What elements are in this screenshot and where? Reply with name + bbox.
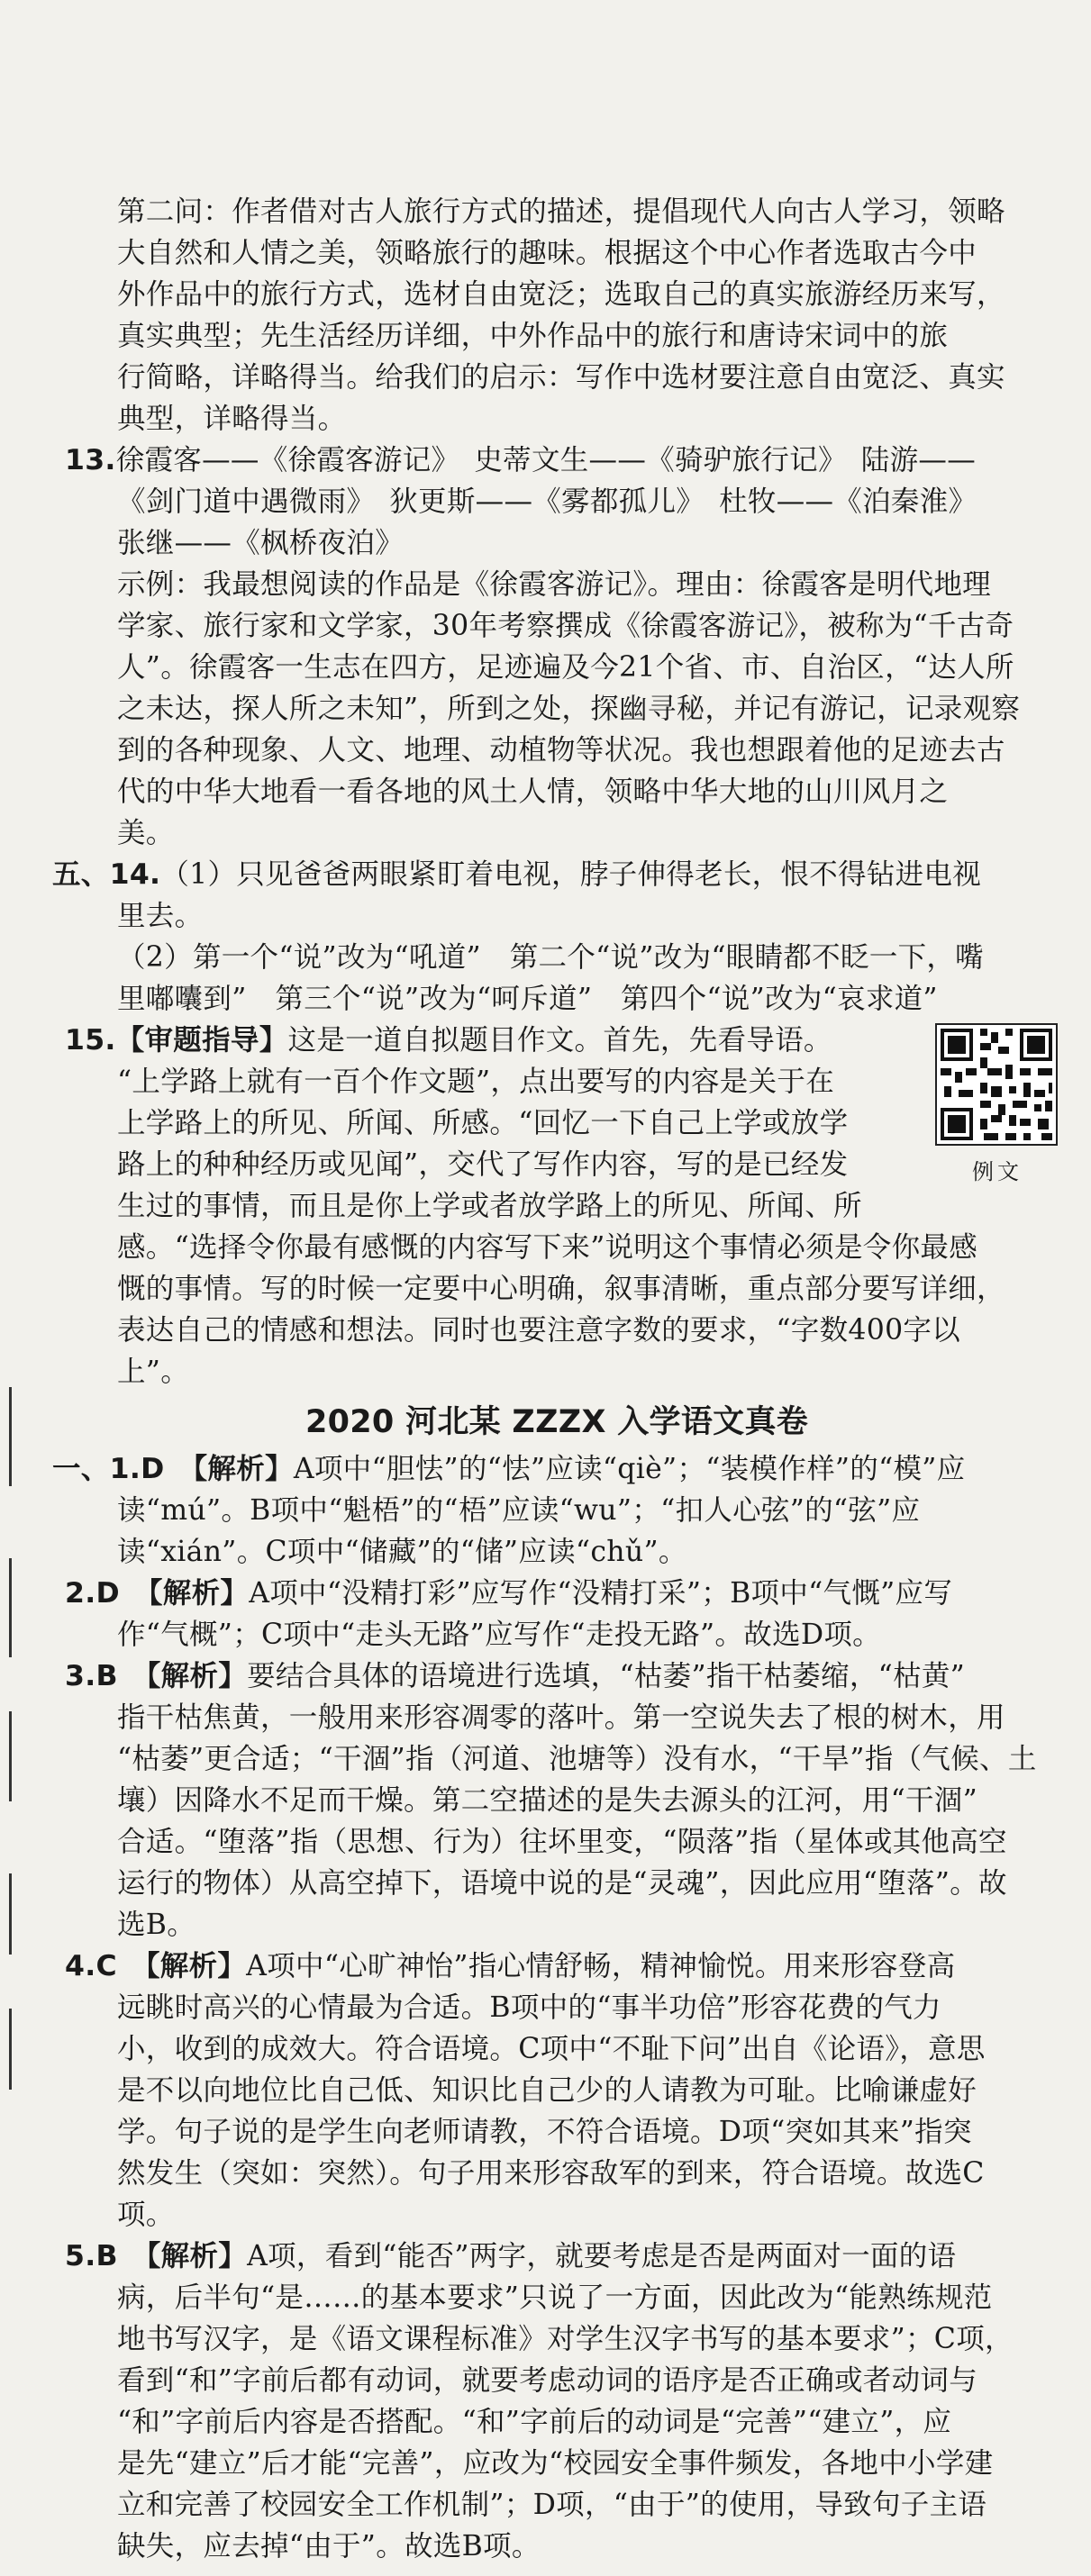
text-line: 大自然和人情之美，领略旅行的趣味。根据这个中心作者选取古今中 [117, 237, 977, 269]
q12-answer [52, 191, 1061, 440]
left-margin-bleed [0, 0, 43, 2576]
text-span: A项中“胆怯”的“怯”应读“qiè”；“装模作样”的“模”应 [293, 1453, 966, 1485]
analysis-tag: 【解析】 [146, 2239, 248, 2272]
answer-item [52, 1655, 1061, 1946]
margin-rule [9, 1387, 12, 1486]
answer-choice: D [141, 1453, 165, 1485]
text-line: 合适。“堕落”指（思想、行为）往坏里变，“陨落”指（星体或其他高空 [117, 1826, 1007, 1858]
text-line: 里去。 [117, 900, 204, 932]
text-line: 真实典型；先生活经历详细，中外作品中的旅行和唐诗宋词中的旅 [117, 320, 949, 352]
text-line: 路上的种种经历或见闻”，交代了写作内容，写的是已经发 [117, 1148, 849, 1181]
answer-item [52, 2236, 1061, 2567]
exam-title: 2020 河北某 ZZZX 入学语文真卷 [305, 1404, 809, 1440]
text-line: 选B。 [117, 1909, 196, 1941]
question-number: 13. [65, 444, 116, 476]
text-line: 感。“选择令你最有感慨的内容写下来”说明这个事情必须是令你最感 [117, 1231, 978, 1264]
text-line: “和”字前后内容是否搭配。“和”字前后的动词是“完善”“建立”，应 [117, 2406, 952, 2438]
text-line: 之未达，探人所之未知”，所到之处，探幽寻秘，并记有游记，记录观察 [117, 693, 1021, 725]
text-line: 行简略，详略得当。给我们的启示：写作中选材要注意自由宽泛、真实 [117, 361, 1005, 394]
text-span: A项中“心旷神怡”指心情舒畅，精神愉悦。用来形容登高 [246, 1950, 956, 1982]
text-line: 读“xián”。C项中“储藏”的“储”应读“chǔ”。 [117, 1536, 687, 1568]
text-line [52, 1655, 1061, 1697]
text-line: 表达自己的情感和想法。同时也要注意字数的要求，“字数400字以 [117, 1314, 961, 1347]
section-marker: 五、 [52, 857, 110, 891]
text-line [52, 1573, 1061, 1614]
text-line: 到的各种现象、人文、地理、动植物等状况。我也想跟着他的足迹去古 [117, 734, 1005, 766]
question-number: 3. [65, 1660, 96, 1692]
question-number: 5. [65, 2240, 96, 2272]
margin-rule [9, 1873, 12, 1955]
text-line: 上”。 [117, 1356, 190, 1388]
answer-choice: D [95, 1577, 120, 1610]
text-line: 代的中华大地看一看各地的风土人情，领略中华大地的山川风月之 [117, 776, 949, 808]
text-line: 病，后半句“是……的基本要求”只说了一方面，因此改为“能熟练规范 [117, 2281, 993, 2314]
text-span: （1）只见爸爸两眼紧盯着电视，脖子伸得老长，恨不得钻进电视 [160, 858, 982, 891]
text-line: 上学路上的所见、所闻、所感。“回忆一下自己上学或放学 [117, 1107, 849, 1139]
text-span: 这是一道自拟题目作文。首先，先看导语。 [287, 1024, 832, 1057]
text-line [52, 440, 1061, 481]
text-line: 读“mú”。B项中“魁梧”的“梧”应读“wu”；“扣人心弦”的“弦”应 [117, 1494, 921, 1527]
text-line: 然发生（突如：突然）。句子用来形容敌军的到来，符合语境。故选C [117, 2157, 985, 2190]
answer-choice: B [95, 2240, 118, 2272]
margin-rule [9, 1711, 12, 1801]
text-line [52, 1946, 1061, 1987]
question-number: 15. [65, 1024, 116, 1057]
answer-item [52, 1448, 1061, 1573]
analysis-tag: 【解析】 [145, 1949, 247, 1982]
text-line: （2）第一个“说”改为“吼道” 第二个“说”改为“眼睛都不眨一下，嘴 [117, 941, 984, 974]
text-line: “枯萎”更合适；“干涸”指（河道、池塘等）没有水，“干旱”指（气候、土 [117, 1743, 1037, 1775]
analysis-tag: 【解析】 [146, 1659, 248, 1692]
analysis-tag: 【解析】 [148, 1576, 250, 1610]
question-number: 一、1. [52, 1453, 141, 1485]
text-span: 要结合具体的语境进行选填，“枯萎”指干枯萎缩，“枯黄” [247, 1660, 966, 1692]
answer-item [52, 1946, 1061, 2236]
text-line: 美。 [117, 817, 175, 849]
text-line [52, 2236, 1061, 2277]
text-line: 第二问：作者借对古人旅行方式的描述，提倡现代人向古人学习，领略 [117, 195, 1005, 228]
text-span: A项中“没精打彩”应写作“没精打采”；B项中“气慨”应写 [249, 1577, 953, 1610]
answer-item [52, 1573, 1061, 1655]
qr-code-icon[interactable] [935, 1023, 1058, 1146]
q14-answer [52, 854, 1061, 1020]
text-line: 运行的物体）从高空掉下，语境中说的是“灵魂”，因此应用“堕落”。故 [117, 1867, 1007, 1900]
text-line: 小，收到的成效大。符合语境。C项中“不耻下问”出自《论语》，意思 [117, 2033, 986, 2065]
text-span: A项，看到“能否”两字，就要考虑是否是两面对一面的语 [247, 2240, 957, 2272]
text-line: 地书写汉字，是《语文课程标准》对学生汉字书写的基本要求”；C项， [117, 2323, 1014, 2355]
analysis-tag: 【解析】 [193, 1452, 294, 1485]
text-line: 学。句子说的是学生向老师请教，不符合语境。D项“突如其来”指突 [117, 2116, 972, 2148]
text-line: 看到“和”字前后都有动词，就要考虑动词的语序是否正确或者动词与 [117, 2364, 978, 2397]
guide-tag: 【审题指导】 [115, 1023, 288, 1057]
text-line: 远眺时高兴的心情最为合适。B项中的“事半功倍”形容花费的气力 [117, 1991, 941, 2024]
text-line: 指干枯焦黄，一般用来形容凋零的落叶。第一空说失去了根的树木，用 [117, 1701, 1005, 1734]
text-line: 作“气概”；C项中“走头无路”应写作“走投无路”。故选D项。 [117, 1619, 881, 1651]
text-line [52, 1020, 1061, 1061]
text-line: 典型，详略得当。 [117, 403, 347, 435]
text-line: 壤）因降水不足而干燥。第二空描述的是失去源头的江河，用“干涸” [117, 1784, 978, 1817]
text-line: 是不以向地位比自己低、知识比自己少的人请教为可耻。比喻谦虚好 [117, 2074, 977, 2107]
text-line: 缺失，应去掉“由于”。故选B项。 [117, 2530, 541, 2562]
q15-answer [52, 1020, 1061, 1392]
answer-list [52, 1448, 1061, 2567]
q13-answer [52, 440, 1061, 854]
text-line [52, 854, 1061, 895]
text-line: 生过的事情，而且是你上学或者放学路上的所见、所闻、所 [117, 1190, 862, 1222]
answer-choice: C [95, 1950, 117, 1982]
question-number: 14. [109, 858, 161, 891]
question-number: 4. [65, 1950, 96, 1982]
margin-rule [9, 1558, 12, 1657]
text-line [52, 1448, 1061, 1490]
text-line: 《剑门道中遇微雨》 狄更斯——《雾都孤儿》 杜牧——《泊秦淮》 [117, 485, 977, 518]
text-span: 徐霞客——《徐霞客游记》 史蒂文生——《骑驴旅行记》 陆游—— [115, 444, 977, 476]
qr-code-block[interactable] [935, 1023, 1059, 1193]
text-line: 慨的事情。写的时候一定要中心明确，叙事清晰，重点部分要写详细， [117, 1273, 1005, 1305]
text-line: 示例：我最想阅读的作品是《徐霞客游记》。理由：徐霞客是明代地理 [117, 568, 992, 601]
text-line: 外作品中的旅行方式，选材自由宽泛；选取自己的真实旅游经历来写， [117, 278, 1005, 311]
answer-choice: B [95, 1660, 118, 1692]
text-line: 张继——《枫桥夜泊》 [117, 527, 405, 559]
text-line: 是先“建立”后才能“完善”，应改为“校园安全事件频发，各地中小学建 [117, 2447, 994, 2480]
text-line: 人”。徐霞客一生志在四方，足迹遍及今21个省、市、自治区，“达人所 [117, 651, 1014, 684]
text-line: 里嘟囔到” 第三个“说”改为“呵斥道” 第四个“说”改为“哀求道” [117, 983, 938, 1015]
margin-rule [9, 2009, 12, 2090]
text-line: 学家、旅行家和文学家，30年考察撰成《徐霞客游记》，被称为“千古奇 [117, 610, 1014, 642]
text-line: 项。 [117, 2199, 175, 2231]
qr-caption: 例文 [972, 1159, 1023, 1184]
answer-content [52, 191, 1061, 2567]
question-number: 2. [65, 1577, 96, 1610]
text-line: “上学路上就有一百个作文题”，点出要写的内容是关于在 [117, 1066, 835, 1098]
text-line: 立和完善了校园安全工作机制”；D项，“由于”的使用，导致句子主语 [117, 2489, 987, 2521]
